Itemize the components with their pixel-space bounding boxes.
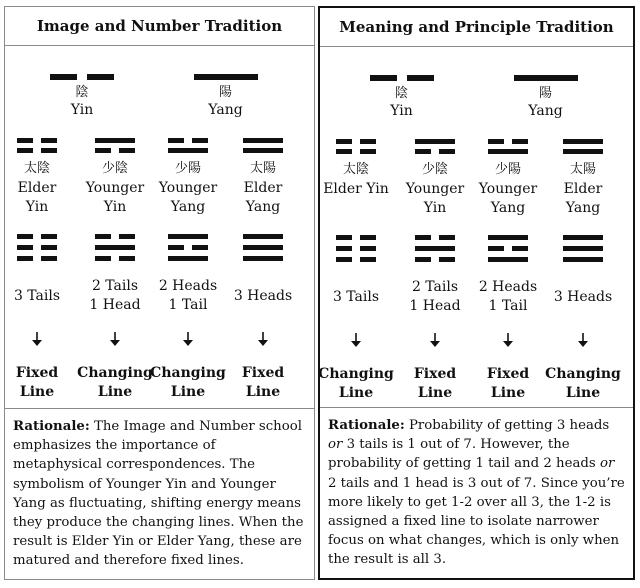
- coin-result-label: 1 Head: [89, 297, 141, 313]
- rationale-or: or: [328, 437, 343, 453]
- line-type-label: Line: [97, 384, 133, 400]
- rationale-label: Rationale:: [328, 418, 405, 433]
- yang-char: 陽: [218, 85, 232, 100]
- yin-line: [415, 149, 455, 154]
- yin-line: [488, 139, 528, 144]
- yang-line-icon: [194, 74, 258, 80]
- meaning-principle-panel: [318, 6, 635, 580]
- yang-line: [563, 149, 603, 154]
- rationale-body: Probability of getting 3 heads: [404, 418, 610, 433]
- coin-result-label: 1 Tail: [168, 297, 208, 313]
- qian-trigram: [563, 235, 603, 262]
- line-type-label: Line: [170, 384, 206, 400]
- yang-line: [563, 257, 603, 262]
- down-arrow-icon: [349, 333, 363, 350]
- digram-char: 少陰: [101, 161, 128, 176]
- panel-title: Meaning and Principle Tradition: [320, 8, 633, 47]
- digram-label: Younger: [405, 181, 465, 197]
- coin-result-label: 3 Tails: [332, 289, 380, 305]
- line-type-label: Changing: [545, 366, 621, 382]
- yang-line: [168, 256, 208, 261]
- yin-line-icon: [370, 75, 434, 81]
- panel-diagram: [5, 45, 314, 409]
- yang-line: [563, 139, 603, 144]
- yang-line: [415, 246, 455, 251]
- rationale-body: 3 tails is 1 out of 7. However, the probability of getting 1 tail and 2 heads: [328, 437, 600, 472]
- yin-line: [168, 245, 208, 250]
- digram-char: 太陽: [569, 162, 596, 177]
- yin-line: [336, 235, 376, 240]
- yin-line: [168, 138, 208, 143]
- younger-yin-digram: [415, 139, 455, 155]
- elder-yang-digram: [243, 138, 283, 154]
- yang-line: [95, 245, 135, 250]
- yin-line: [17, 256, 57, 261]
- down-arrow-icon: [108, 332, 122, 349]
- digram-label: Yang: [245, 199, 281, 215]
- yin-line-left: [370, 75, 397, 81]
- yang-char: 陽: [538, 86, 552, 101]
- yang-line: [168, 148, 208, 153]
- coin-result-label: 2 Tails: [411, 279, 459, 295]
- yin-line: [336, 149, 376, 154]
- yin-line: [17, 245, 57, 250]
- down-arrow-icon: [30, 332, 44, 349]
- digram-label: Elder Yin: [323, 181, 389, 197]
- digram-char: 少陽: [494, 162, 521, 177]
- yin-line: [17, 148, 57, 153]
- coin-result-label: 3 Heads: [233, 288, 293, 304]
- yin-line-right: [87, 74, 114, 80]
- younger-yang-digram: [168, 138, 208, 154]
- digram-label: Yang: [490, 200, 526, 216]
- yang-line: [415, 139, 455, 144]
- yin-line-right: [407, 75, 434, 81]
- yin-line: [336, 139, 376, 144]
- yin-line: [17, 234, 57, 239]
- kan-trigram: [415, 235, 455, 262]
- yang-label: Yang: [528, 103, 563, 119]
- line-type-label: Fixed: [241, 365, 285, 381]
- younger-yin-digram: [95, 138, 135, 154]
- yin-line-icon: [50, 74, 114, 80]
- digram-label: Yang: [170, 199, 206, 215]
- rationale-label: Rationale:: [13, 419, 90, 434]
- kun-trigram: [336, 235, 376, 262]
- down-arrow-icon: [501, 333, 515, 350]
- rationale-text: [5, 409, 314, 571]
- line-type-label: Line: [565, 385, 601, 401]
- coin-result-label: 3 Tails: [13, 288, 61, 304]
- rationale-box: [5, 408, 314, 579]
- yin-line: [488, 246, 528, 251]
- down-arrow-icon: [256, 332, 270, 349]
- yang-line: [95, 138, 135, 143]
- yang-line: [168, 234, 208, 239]
- panel-title: Image and Number Tradition: [5, 7, 314, 46]
- digram-label: Younger: [85, 180, 145, 196]
- line-type-label: Fixed: [413, 366, 457, 382]
- yin-line: [415, 235, 455, 240]
- coin-result-label: 1 Tail: [488, 298, 528, 314]
- yang-line: [488, 235, 528, 240]
- line-type-label: Changing: [77, 365, 153, 381]
- digram-char: 少陽: [174, 161, 201, 176]
- kun-trigram: [17, 234, 57, 261]
- line-type-label: Fixed: [15, 365, 59, 381]
- yin-line: [95, 256, 135, 261]
- digram-char: 太陽: [249, 161, 276, 176]
- elder-yin-digram: [336, 139, 376, 155]
- line-type-label: Line: [19, 384, 55, 400]
- li-trigram: [488, 235, 528, 262]
- elder-yin-digram: [17, 138, 57, 154]
- coin-result-label: 2 Heads: [158, 278, 218, 294]
- digram-label: Elder: [243, 180, 283, 196]
- yang-line: [488, 257, 528, 262]
- yin-line: [336, 257, 376, 262]
- yin-line: [95, 148, 135, 153]
- yang-line-icon: [514, 75, 578, 81]
- rationale-box: [320, 407, 633, 578]
- qian-trigram: [243, 234, 283, 261]
- rationale-or: or: [599, 456, 615, 472]
- coin-result-label: 1 Head: [409, 298, 461, 314]
- yang-line: [563, 246, 603, 251]
- yang-label: Yang: [208, 102, 243, 118]
- yang-line: [563, 235, 603, 240]
- yin-line: [95, 234, 135, 239]
- digram-label: Elder: [17, 180, 57, 196]
- yin-line-left: [50, 74, 77, 80]
- yin-line: [17, 138, 57, 143]
- digram-char: 少陰: [421, 162, 448, 177]
- coin-result-label: 2 Heads: [478, 279, 538, 295]
- yang-line: [243, 234, 283, 239]
- digram-label: Elder: [563, 181, 603, 197]
- yang-line: [243, 245, 283, 250]
- yin-char: 陰: [75, 85, 89, 100]
- elder-yang-digram: [563, 139, 603, 155]
- digram-label: Yin: [103, 199, 127, 215]
- yang-line: [243, 148, 283, 153]
- line-type-label: Line: [417, 385, 453, 401]
- kan-trigram: [95, 234, 135, 261]
- yin-line: [336, 246, 376, 251]
- coin-result-label: 3 Heads: [553, 289, 613, 305]
- yin-label: Yin: [70, 102, 94, 118]
- line-type-label: Changing: [150, 365, 226, 381]
- rationale-body: The Image and Number school emphasizes the importance of metaphysical correspondences. The symbolism of Younger Yin and Younger Yang as fluctuating, shifting energy means they produce the changing lines. When the result is Elder Yin or Elder Yang, these are matured and therefore fixed lines.: [13, 419, 304, 569]
- digram-label: Yin: [423, 200, 447, 216]
- yang-line: [243, 256, 283, 261]
- rationale-body: 2 tails and 1 head is 3 out of 7. Since you’re more likely to get 1-2 over all 3, the 1-2 is assigned a fixed line to isolate narrower focus on what changes, which is only when the result is all 3.: [328, 475, 625, 568]
- line-type-label: Fixed: [486, 366, 530, 382]
- digram-label: Yin: [25, 199, 49, 215]
- yin-label: Yin: [390, 103, 413, 119]
- digram-char: 太陰: [23, 161, 50, 176]
- down-arrow-icon: [428, 333, 442, 350]
- line-type-label: Line: [245, 384, 281, 400]
- younger-yang-digram: [488, 139, 528, 155]
- yin-line: [415, 257, 455, 262]
- line-type-label: Changing: [318, 366, 394, 382]
- digram-label: Younger: [158, 180, 218, 196]
- digram-label: Younger: [478, 181, 538, 197]
- digram-char: 太陰: [342, 162, 369, 177]
- panel-diagram: [320, 46, 633, 408]
- li-trigram: [168, 234, 208, 261]
- line-type-label: Line: [338, 385, 374, 401]
- line-type-label: Line: [490, 385, 526, 401]
- down-arrow-icon: [576, 333, 590, 350]
- rationale-text: [320, 408, 633, 570]
- digram-label: Yang: [565, 200, 601, 216]
- image-number-panel: [4, 6, 315, 580]
- yang-line: [243, 138, 283, 143]
- down-arrow-icon: [181, 332, 195, 349]
- yang-line: [488, 149, 528, 154]
- yin-char: 陰: [394, 86, 408, 101]
- coin-result-label: 2 Tails: [91, 278, 139, 294]
